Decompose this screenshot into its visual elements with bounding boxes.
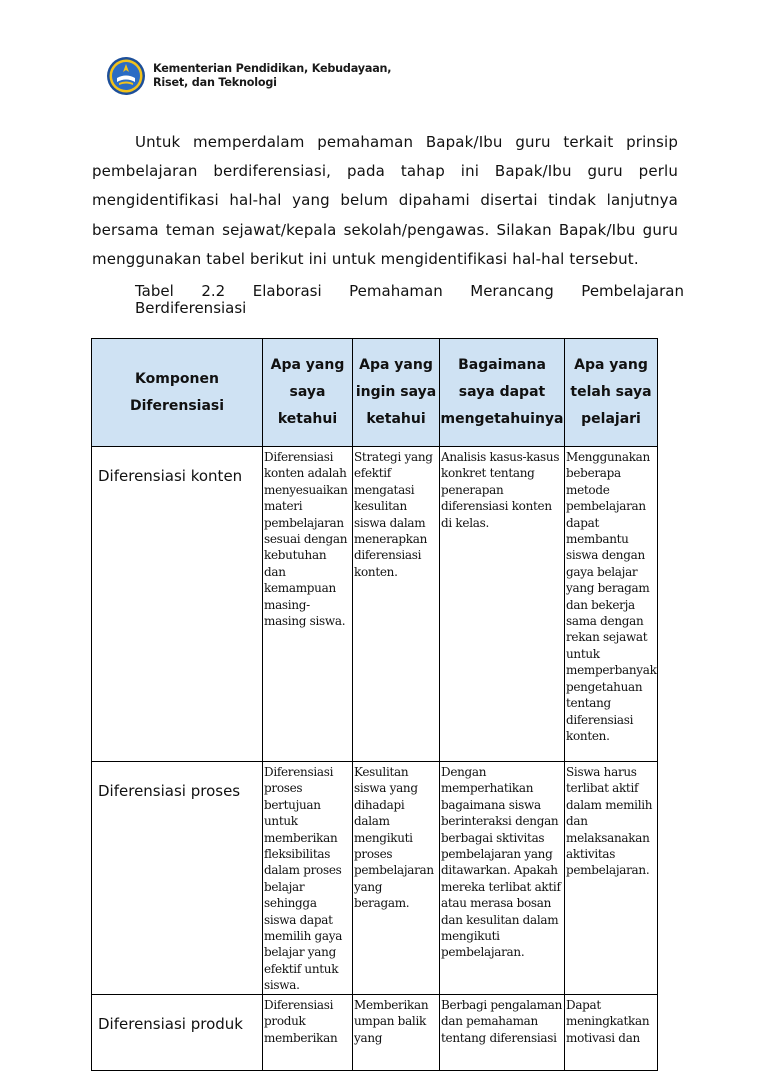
header-how: [440, 339, 565, 447]
ministry-name: [153, 62, 391, 90]
header-text: pelajari: [581, 411, 641, 427]
want-cell: Memberikan umpan balik yang: [353, 994, 440, 1070]
header-text: Apa yang: [359, 357, 433, 373]
header-text: Apa yang: [574, 357, 648, 373]
intro-paragraph: Untuk memperdalam pemahaman Bapak/Ibu guru terkait prinsip pembelajaran berdiferensiasi, pada tahap ini Bapak/Ibu guru perlu mengidentifikasi hal-hal yang belum dipahami disertai tindak lanjutnya bersama teman sejawat/kepala sekolah/pengawas. Silakan Bapak/Ibu guru menggunakan tabel berikut ini untuk mengidentifikasi hal-hal tersebut.: [92, 133, 678, 268]
header-text: mengetahuinya: [440, 411, 564, 427]
header-text: ketahui: [366, 411, 426, 427]
ministry-line-2: Riset, dan Teknologi: [153, 76, 277, 89]
table-row: [92, 447, 658, 762]
component-cell: Diferensiasi konten: [92, 447, 263, 762]
how-cell: Analisis kasus-kasus konkret tentang penerapan diferensiasi konten di kelas.: [440, 447, 565, 762]
learned-cell: Menggunakan beberapa metode pembelajaran dapat membantu siswa dengan gaya belajar yang beragam dan bekerja sama dengan rekan sejawat untuk memperbanyak pengetahuan tentang diferensiasi konten.: [565, 447, 658, 762]
header-text: Apa yang: [270, 357, 345, 373]
caption-line-1: Tabel 2.2 Elaborasi Pemahaman Merancang Pembelajaran: [135, 282, 684, 300]
want-cell: Kesulitan siswa yang dihadapi dalam mengikuti proses pembelajaran yang beragam.: [353, 762, 440, 995]
header-text: Komponen: [135, 370, 219, 387]
caption-line-2: Berdiferensiasi: [135, 299, 247, 317]
header-want: [353, 339, 440, 447]
table-caption: [135, 283, 684, 317]
header-learned: [565, 339, 658, 447]
how-cell: Dengan memperhatikan bagaimana siswa berinteraksi dengan berbagai sktivitas pembelajaran yang ditawarkan. Apakah mereka terlibat aktif atau merasa bosan dan kesulitan dalam mengikuti pembelajaran.: [440, 762, 565, 995]
header-text: saya dapat: [458, 384, 546, 400]
elaboration-table: [91, 338, 658, 1071]
header-text: telah saya: [570, 384, 652, 400]
header-text: ketahui: [277, 411, 338, 427]
known-cell: Diferensiasi proses bertujuan untuk memberikan fleksibilitas dalam proses belajar sehingga siswa dapat memilih gaya belajar yang efektif untuk siswa.: [263, 762, 353, 995]
table-row: [92, 994, 658, 1070]
learned-cell: Dapat meningkatkan motivasi dan: [565, 994, 658, 1070]
header-known: [263, 339, 353, 447]
known-cell: Diferensiasi konten adalah menyesuaikan materi pembelajaran sesuai dengan kebutuhan dan kemampuan masing-masing siswa.: [263, 447, 353, 762]
known-cell: Diferensiasi produk memberikan: [263, 994, 353, 1070]
component-cell: Diferensiasi proses: [92, 762, 263, 995]
ministry-logo-icon: [106, 56, 146, 96]
header-component: [92, 339, 263, 447]
want-cell: Strategi yang efektif mengatasi kesulitan siswa dalam menerapkan diferensiasi konten.: [353, 447, 440, 762]
table-row: [92, 762, 658, 995]
header: [106, 56, 391, 96]
component-cell: Diferensiasi produk: [92, 994, 263, 1070]
ministry-line-1: Kementerian Pendidikan, Kebudayaan,: [153, 62, 392, 75]
how-cell: Berbagi pengalaman dan pemahaman tentang diferensiasi: [440, 994, 565, 1070]
header-text: saya: [289, 384, 326, 400]
header-text: Diferensiasi: [129, 397, 225, 414]
header-text: Bagaimana: [458, 357, 546, 373]
header-text: ingin saya: [355, 384, 437, 400]
table-header-row: [92, 339, 658, 447]
learned-cell: Siswa harus terlibat aktif dalam memilih dan melaksanakan aktivitas pembelajaran.: [565, 762, 658, 995]
